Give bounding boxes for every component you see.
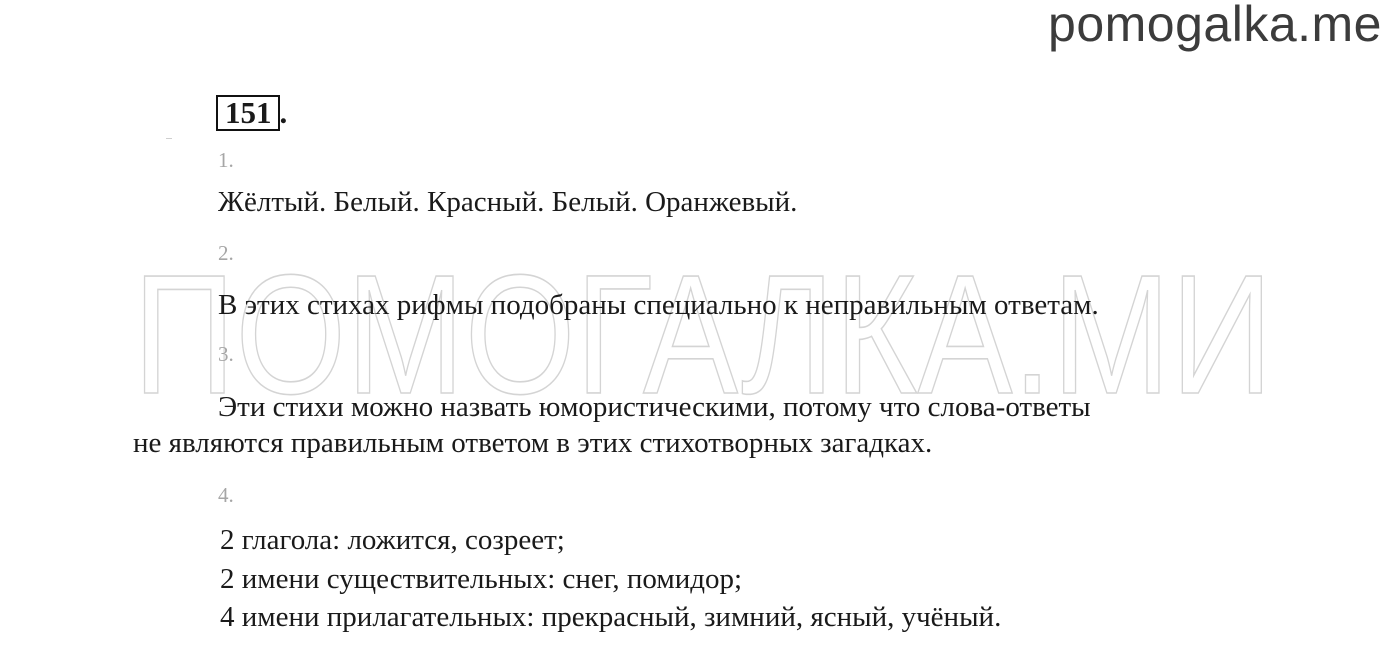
item-2-number: 2.: [218, 241, 234, 265]
task-number: [216, 95, 287, 131]
item-1-text: Жёлтый. Белый. Красный. Белый. Оранжевый.: [218, 186, 798, 218]
site-brand-logo: pomogalka.me: [1048, 0, 1382, 52]
item-4-number: 4.: [218, 483, 234, 507]
item-4-text-line-2: 2 имени существительных: снег, помидор;: [220, 563, 743, 595]
task-number-box: 151: [216, 95, 280, 131]
item-1-number: 1.: [218, 148, 234, 172]
item-3-text-line-2: не являются правильным ответом в этих стихотворных загадках.: [133, 427, 933, 459]
item-4-text-line-1: 2 глагола: ложится, созреет;: [220, 524, 565, 556]
item-2-text: В этих стихах рифмы подобраны специально к неправильным ответам.: [218, 289, 1099, 321]
decorative-mark: [166, 138, 172, 139]
task-number-suffix: .: [279, 95, 288, 130]
item-3-number: 3.: [218, 342, 234, 366]
item-3-text-line-1: Эти стихи можно назвать юмористическими, потому что слова-ответы: [218, 391, 1091, 423]
watermark-text: ПОМОГАЛКА.МИ: [133, 255, 1273, 415]
item-4-text-line-3: 4 имени прилагательных: прекрасный, зимний, ясный, учёный.: [220, 601, 1002, 633]
